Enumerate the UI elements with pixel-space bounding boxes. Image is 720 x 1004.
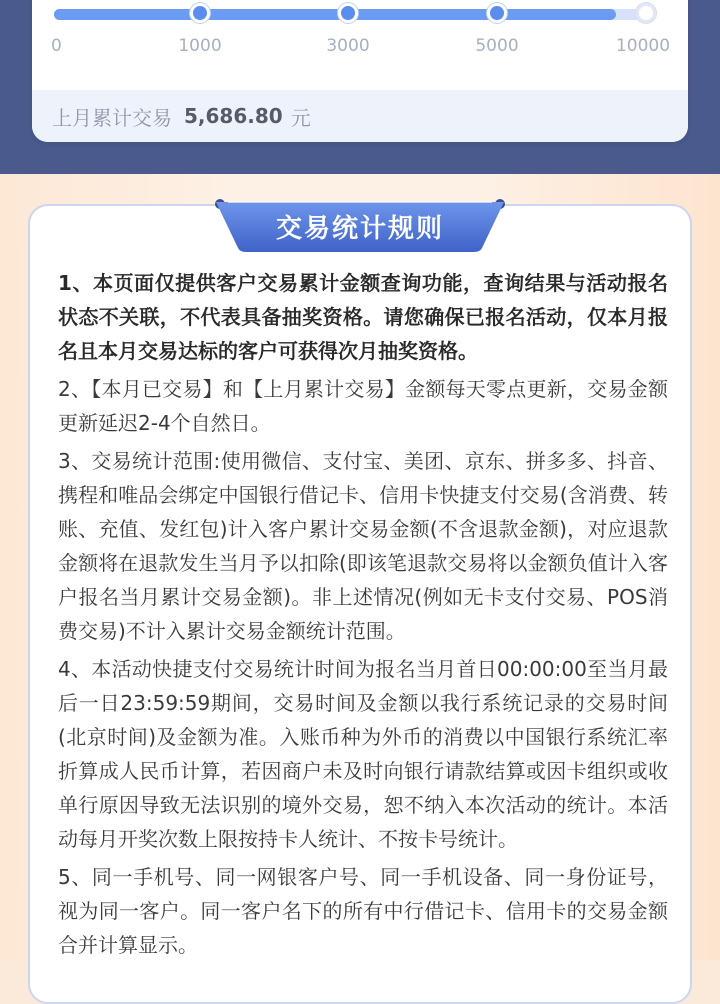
rule-item-4: 4、本活动快捷支付交易统计时间为报名当月首日00:00:00至当月最后一日23:59:59期间，交易时间及金额以我行系统记录的交易时间(北京时间)及金额为准。入账币种为外币的消费以中国银行系统汇率折算成人民币计算，若因商户未及时向银行请款结算或因卡组织或收单行原因导致无法识别的境外交易，恕不纳入本次活动的统计。本活动每月开奖次数上限按持卡人统计、不按卡号统计。 [58,657,668,851]
tick-label-5000: 5000 [475,36,519,56]
rule-item-5: 5、同一手机号、同一网银客户号、同一手机设备、同一身份证号，视为同一客户。同一客户名下的所有中行借记卡、信用卡的交易金额合并计算显示。 [58,865,668,957]
rule-item-1: 1、本页面仅提供客户交易累计金额查询功能，查询结果与活动报名状态不关联，不代表具备抽奖资格。请您确保已报名活动，仅本月报名且本月交易达标的客户可获得次月抽奖资格。 [58,271,668,363]
milestone-node-1000 [190,3,210,23]
summary-label: 上月累计交易 [52,105,172,130]
milestone-node-3000 [338,3,358,23]
last-month-summary [32,90,688,142]
summary-amount: 5,686.80 [184,104,283,128]
milestone-node-5000 [487,3,507,23]
progress-card [32,0,688,142]
tick-label-1000: 1000 [178,36,222,56]
tick-label-0: 0 [51,36,62,56]
tick-label-10000: 10000 [615,36,671,56]
rule-item-3: 3、交易统计范围:使用微信、支付宝、美团、京东、拼多多、抖音、携程和唯品会绑定中国银行借记卡、信用卡快捷支付交易(含消费、转账、充值、发红包)计入客户累计交易金额(不含退款金额)，对应退款金额将在退款发生当月予以扣除(即该笔退款交易将以金额负值计入客户报名当月累计交易金额)。非上述情况(例如无卡支付交易、POS消费交易)不计入累计交易金额统计范围。 [58,449,668,643]
top-band [0,0,720,174]
progress-fill [54,9,616,20]
tick-label-3000: 3000 [326,36,370,56]
rules-list [58,266,668,966]
summary-unit: 元 [290,105,311,130]
milestone-node-10000 [636,3,656,23]
rule-item-2: 2、【本月已交易】和【上月累计交易】金额每天零点更新，交易金额更新延迟2-4个自然日。 [58,377,668,435]
rules-title: 交易统计规则 [275,214,444,244]
rules-title-tab [214,198,506,254]
